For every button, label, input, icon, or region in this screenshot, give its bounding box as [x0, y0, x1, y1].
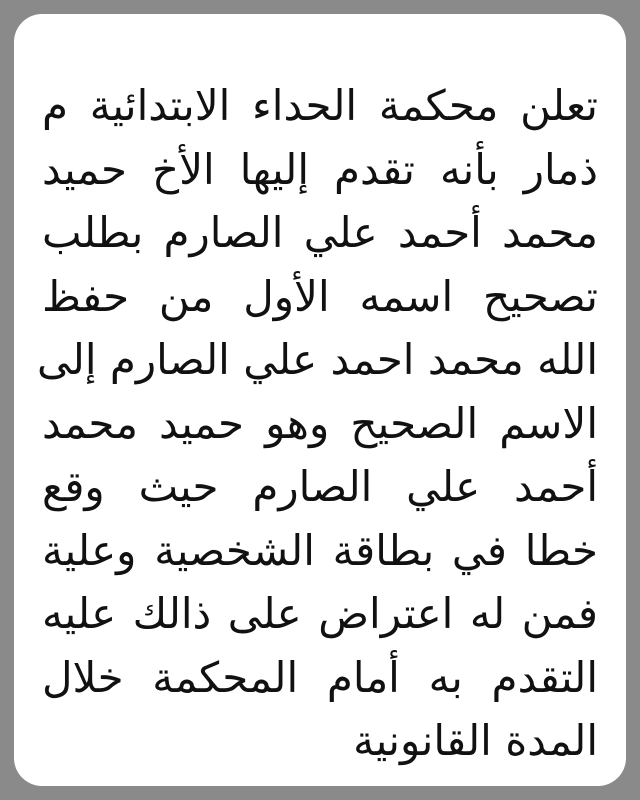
notice-line-5: الله محمد احمد علي الصارم إلى [37, 335, 598, 384]
notice-line-7: أحمد علي الصارم حيث وقع [42, 462, 598, 511]
notice-card [14, 14, 626, 786]
notice-line-11: المدة القانونية [353, 716, 598, 765]
notice-line-10: التقدم به أمام المحكمة خلال [42, 652, 598, 702]
notice-line-6: الاسم الصحيح وهو حميد محمد [42, 398, 598, 448]
notice-line-1: تعلن محكمة الحداء الابتدائية م [42, 81, 598, 130]
notice-line-2: ذمار بأنه تقدم إليها الأخ حميد [42, 144, 598, 194]
notice-line-9: فمن له اعتراض على ذالك عليه [42, 589, 598, 638]
notice-line-3: محمد أحمد علي الصارم بطلب [42, 208, 598, 257]
notice-line-4: تصحيح اسمه الأول من حفظ [42, 271, 598, 321]
notice-line-8: خطا في بطاقة الشخصية وعلية [42, 525, 598, 575]
